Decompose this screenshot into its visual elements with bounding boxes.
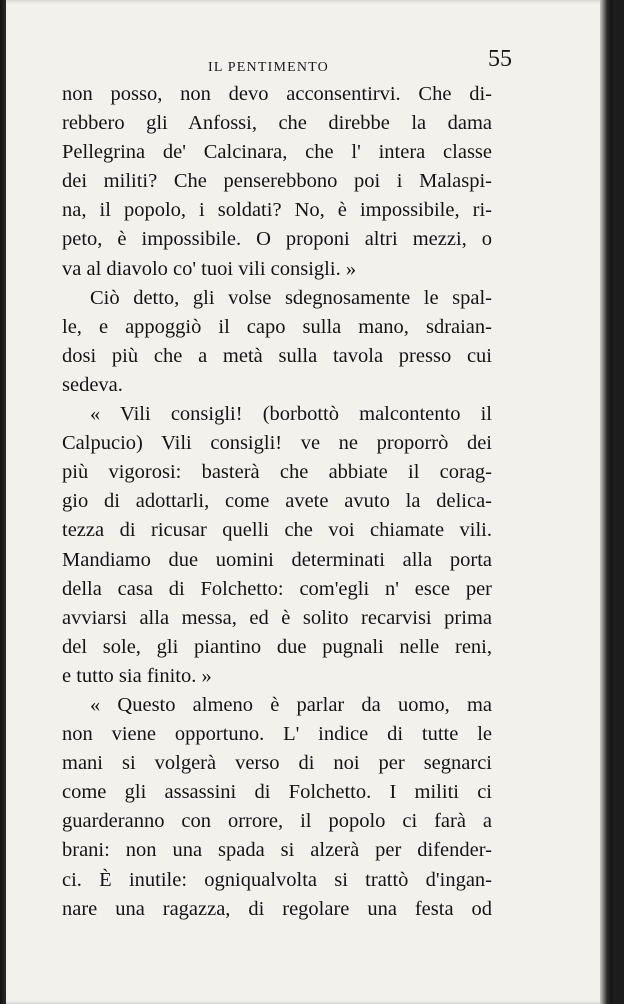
text-line: gio di adottarli, come avete avuto la delica-: [62, 490, 492, 513]
book-page: [6, 0, 612, 1004]
text-line: guarderanno con orrore, il popolo ci farà a: [62, 810, 492, 833]
text-line: Ciò detto, gli volse sdegnosamente le spal-: [90, 286, 492, 309]
text-line: le, e appoggiò il capo sulla mano, sdraian-: [62, 315, 492, 338]
text-line: peto, è impossibile. O proponi altri mezzi, o: [62, 228, 492, 251]
text-line: mani si volgerà verso di noi per segnarci: [62, 752, 492, 775]
text-line: come gli assassini di Folchetto. I militi ci: [62, 781, 492, 804]
text-line: rebbero gli Anfossi, che direbbe la dama: [62, 112, 492, 135]
text-line: va al diavolo co' tuoi vili consigli. »: [62, 257, 357, 280]
text-line: del sole, gli piantino due pugnali nelle reni,: [62, 635, 492, 658]
text-line: dosi più che a metà sulla tavola presso cui: [62, 344, 492, 367]
text-line: ci. È inutile: ogniqualvolta si trattò d'ingan-: [62, 868, 492, 891]
text-line: più vigorosi: basterà che abbiate il corag-: [62, 461, 492, 484]
text-line: tezza di ricusar quelli che voi chiamate vili.: [62, 519, 492, 542]
text-line: dei militi? Che penserebbono poi i Malaspi-: [62, 170, 492, 193]
text-line: e tutto sia finito. »: [62, 664, 212, 687]
text-line: na, il popolo, i soldati? No, è impossibile, ri-: [62, 199, 492, 222]
page-edge-shadow: [600, 0, 612, 1004]
text-line: non viene opportuno. L' indice di tutte le: [62, 723, 492, 746]
text-line: della casa di Folchetto: com'egli n' esce per: [62, 577, 492, 600]
text-line: « Vili consigli! (borbottò malcontento il: [90, 403, 492, 426]
text-line: brani: non una spada si alzerà per difender-: [62, 839, 492, 862]
body-text: [62, 80, 492, 924]
text-line: Mandiamo due uomini determinati alla porta: [62, 548, 492, 571]
text-line: Pellegrina de' Calcinara, che l' intera classe: [62, 141, 492, 164]
running-title: IL PENTIMENTO: [208, 60, 329, 75]
text-line: nare una ragazza, di regolare una festa od: [62, 897, 492, 920]
page-number: 55: [488, 46, 512, 72]
text-line: sedeva.: [62, 373, 123, 396]
text-line: avviarsi alla messa, ed è solito recarvisi prima: [62, 606, 492, 629]
text-line: non posso, non devo acconsentirvi. Che di-: [62, 83, 492, 105]
text-line: « Questo almeno è parlar da uomo, ma: [90, 693, 492, 716]
text-line: Calpucio) Vili consigli! ve ne proporrò dei: [62, 432, 492, 455]
